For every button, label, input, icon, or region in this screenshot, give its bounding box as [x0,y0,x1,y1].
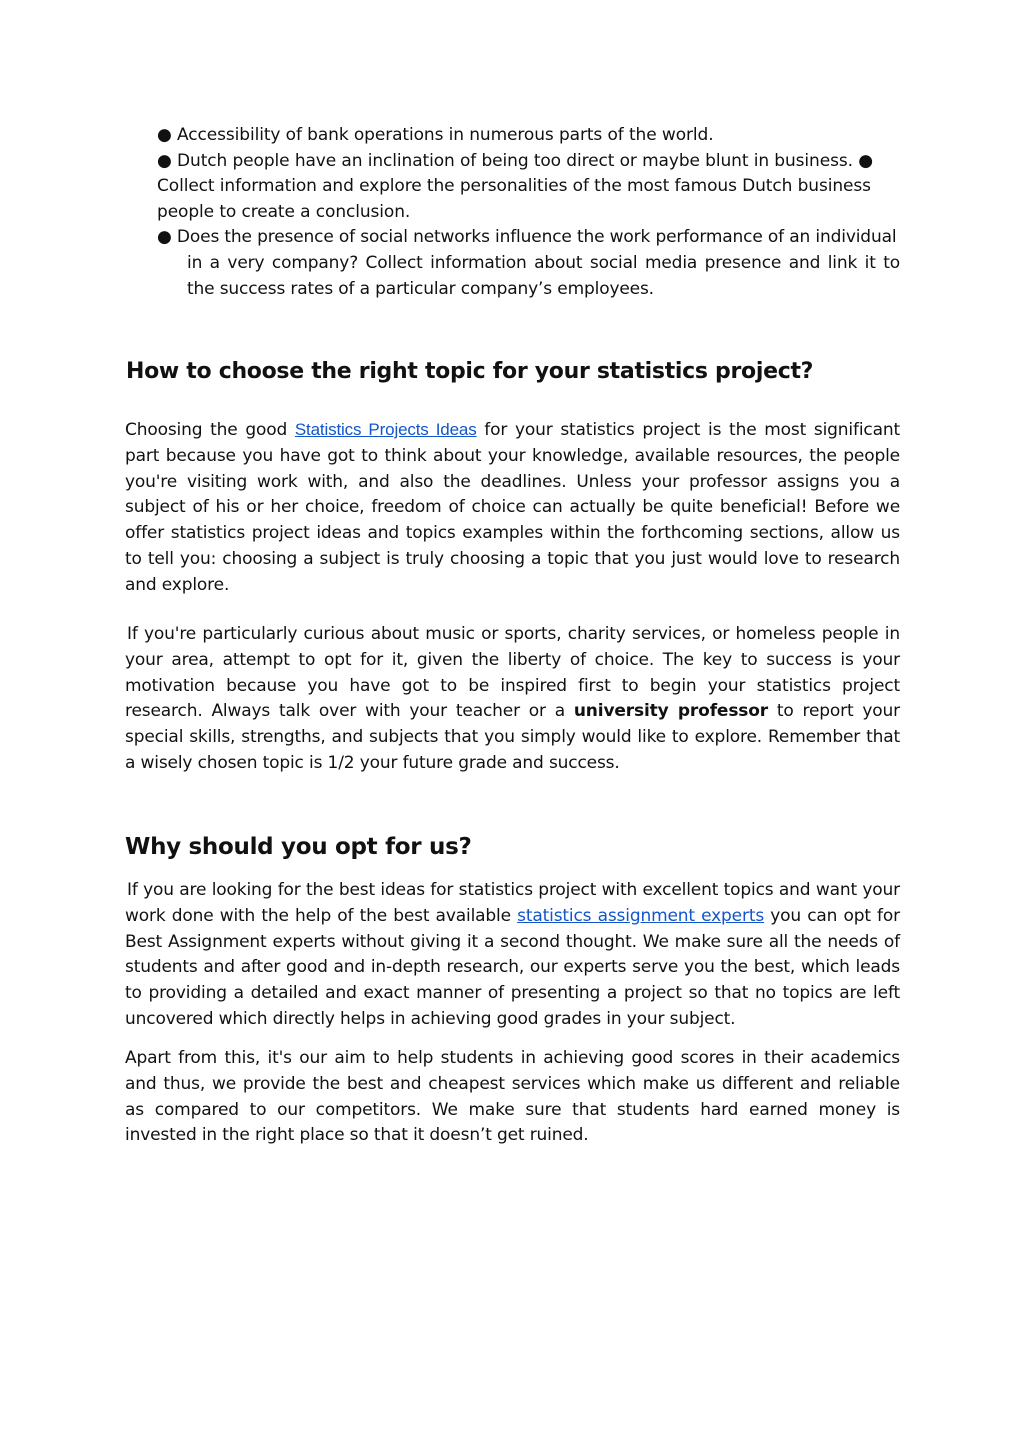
bullet-item-dutch-people-continuation: Collect information and explore the personalities of the most famous Dutch business [157,176,871,196]
bullet-item-social-networks [157,225,900,302]
bullet-item-social-networks-first-line: ● Does the presence of social networks influence the work performance of an individual [157,227,897,247]
paragraph-text: you can opt for Best Assignment experts without giving it a second thought. We make sure all the needs of students and after good and in-depth research, our experts serve you the best, which leads to providing a detailed and exact manner of presenting a project so that no topics are left uncovered which directly helps in achieving good grades in your subject. [125,905,900,1029]
paragraph-text: If you are looking for the best ideas for statistics project with excellent topics and want your work done with the help of the best available [125,880,900,926]
section-heading-why-us: Why should you opt for us? [125,834,472,860]
paragraph-text: for your statistics project is the most significant part because you have got to think about your knowledge, available resources, the people you're visiting work with, and also the deadlines. Unless your professor assigns you a subject of his or her choice, freedom of choice can actually be quite beneficial! Before we offer statistics project ideas and topics examples within the forthcoming sections, allow us to tell you: choosing a subject is truly choosing a topic that you just would love to research and explore. [125,420,900,595]
paragraph-text: If you're particularly curious about music or sports, charity services, or homeless people in your area, attempt to opt for it, given the liberty of choice. The key to success is your motivation because you have got to be inspired first to begin your statistics project research. Always talk over with your teacher or a [125,624,900,722]
section-heading-choose-topic: How to choose the right topic for your statistics project? [126,359,814,384]
statistics-assignment-experts-link[interactable]: statistics assignment experts [517,905,765,926]
paragraph-text: to report your special skills, strengths, and subjects that you simply would like to explore. Remember that a wisely chosen topic is 1/2 your future grade and success. [125,701,901,773]
bullet-item-dutch-people: ● Dutch people have an inclination of being too direct or maybe blunt in business. ● [157,151,873,171]
paragraph-apart-from-this: Apart from this, it's our aim to help students in achieving good scores in their academics and thus, we provide the best and cheapest services which make us different and reliable as compared to our competitors. We make sure that students hard earned money is invested in the right place so that it doesn’t get ruined. [125,1048,900,1146]
statistics-projects-ideas-link[interactable]: Statistics Projects Ideas [294,420,477,439]
paragraph-curiosity [125,622,900,777]
paragraph-why-us [125,878,900,1033]
bullet-item-social-networks-continuation: in a very company? Collect information about social media presence and link it to the success rates of a particular company’s employees. [187,252,900,299]
paragraph-choosing-topic [125,417,900,599]
university-professor-bold: university professor [573,701,769,722]
bullet-item-dutch-people-continuation: people to create a conclusion. [157,202,411,222]
paragraph-text: Choosing the good [125,420,295,440]
bullet-item-bank-operations: ● Accessibility of bank operations in numerous parts of the world. [157,125,714,145]
